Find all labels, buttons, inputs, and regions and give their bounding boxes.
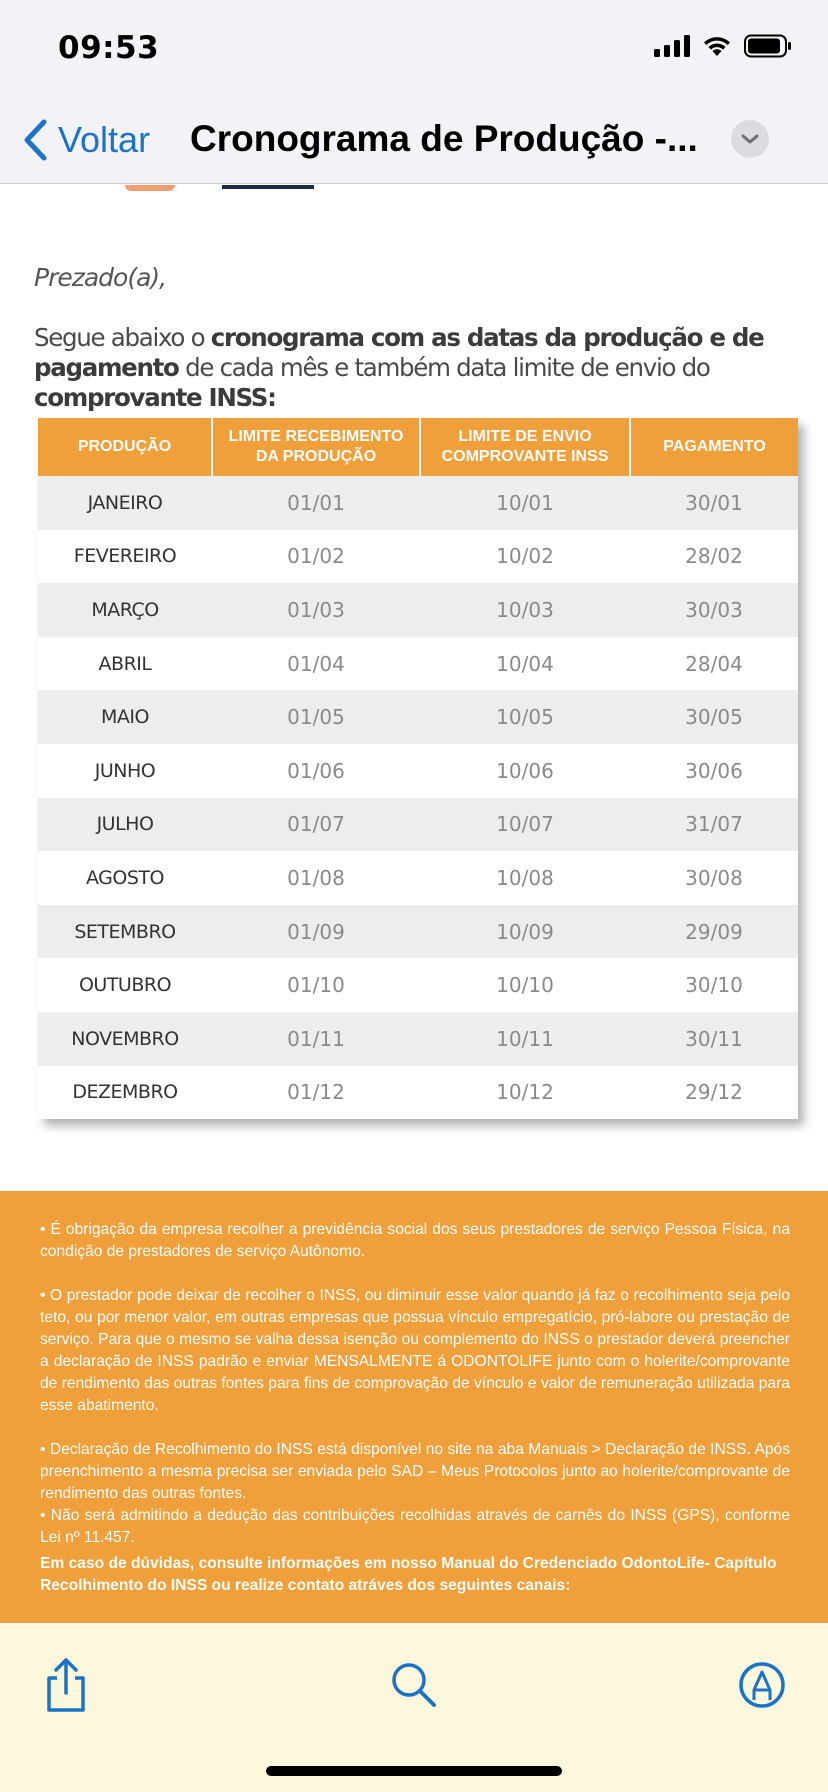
cell-limite-envio: 10/06: [420, 744, 630, 798]
search-icon: [389, 1660, 439, 1710]
cell-limite-envio: 10/09: [420, 905, 630, 959]
wifi-icon: [702, 35, 732, 57]
inss-notice: [0, 1191, 828, 1623]
header-limite-recebimento: LIMITE RECEBIMENTO DA PRODUÇÃO: [212, 418, 420, 476]
cell-limite-envio: 10/07: [420, 798, 630, 852]
table-body: [38, 476, 798, 1119]
notice-contact: Em caso de dúvidas, consulte informações em nosso Manual do Credenciado OdontoLife- Capítulo Recolhimento do INSS ou realize contato atráves dos seguintes canais:: [40, 1555, 777, 1594]
cell-pagamento: 30/10: [630, 958, 798, 1012]
markup-button[interactable]: [730, 1653, 794, 1717]
intro-text-part: Segue abaixo o: [34, 323, 211, 352]
intro-text: [34, 323, 814, 413]
cell-pagamento: 28/02: [630, 530, 798, 584]
table-row: [38, 1066, 798, 1120]
cellular-signal-icon: [654, 35, 690, 57]
cell-limite-recebimento: 01/02: [212, 530, 420, 584]
battery-icon: [744, 34, 792, 58]
cell-month: OUTUBRO: [38, 958, 212, 1012]
table-row: [38, 905, 798, 959]
intro-bold-part: comprovante INSS:: [34, 383, 276, 412]
cell-limite-envio: 10/05: [420, 690, 630, 744]
intro-bold-part: cronograma com as datas da produção e de pagamento: [34, 323, 764, 382]
cell-pagamento: 30/05: [630, 690, 798, 744]
table-row: [38, 851, 798, 905]
table-row: [38, 958, 798, 1012]
cell-limite-recebimento: 01/03: [212, 583, 420, 637]
cell-pagamento: 30/11: [630, 1012, 798, 1066]
cell-pagamento: 29/09: [630, 905, 798, 959]
notice-paragraph: • Declaração de Recolhimento do INSS está disponível no site na aba Manuais > Declaração de INSS. Após preenchimento a mesma precisa ser enviada pelo SAD – Meus Protocolos junto ao holerite/comprovante de rendimento das outras fontes.: [40, 1441, 790, 1502]
status-icons: [654, 34, 792, 58]
cell-month: JULHO: [38, 798, 212, 852]
cell-limite-recebimento: 01/05: [212, 690, 420, 744]
cell-pagamento: 29/12: [630, 1066, 798, 1120]
cell-pagamento: 30/01: [630, 476, 798, 530]
back-label: Voltar: [58, 119, 151, 160]
nav-bar: [0, 100, 828, 184]
notice-paragraph: • Não será admitindo a dedução das contribuições recolhidas através de carnês do INSS (GPS), conforme Lei nº 11.457.: [40, 1507, 790, 1546]
page-title: Cronograma de Produção -...: [190, 118, 698, 159]
cell-limite-recebimento: 01/07: [212, 798, 420, 852]
table-header-row: [38, 418, 798, 476]
cell-limite-envio: 10/02: [420, 530, 630, 584]
cell-limite-recebimento: 01/06: [212, 744, 420, 798]
cell-month: MARÇO: [38, 583, 212, 637]
header-limite-envio: LIMITE DE ENVIO COMPROVANTE INSS: [420, 418, 630, 476]
cell-month: NOVEMBRO: [38, 1012, 212, 1066]
schedule-table: [38, 418, 798, 1119]
cell-limite-recebimento: 01/11: [212, 1012, 420, 1066]
message-content: [0, 185, 828, 1623]
cell-month: FEVEREIRO: [38, 530, 212, 584]
notice-paragraph: • O prestador pode deixar de recolher o INSS, ou diminuir esse valor quando já faz o recolhimento seja pelo teto, ou por menor valor, em outras empresas que possua vínculo empregatício, pró-labore ou prestação de serviço. Para que o mesmo se valha dessa isenção ou complemento do INSS o prestador deverá preencher a declaração de INSS padrão e enviar MENSALMENTE á ODONTOLIFE junto com o holerite/comprovante de rendimento das outras fontes para fins de comprovação de vínculo e valor de remuneração utilizada para esse abatimento.: [40, 1287, 790, 1414]
cell-limite-envio: 10/03: [420, 583, 630, 637]
notice-paragraph: • É obrigação da empresa recolher a previdência social dos seus prestadores de serviço Pessoa Física, na condição de prestadores de serviço Autônomo.: [40, 1221, 790, 1260]
cell-pagamento: 28/04: [630, 637, 798, 691]
header-producao: PRODUÇÃO: [38, 418, 212, 476]
cell-month: SETEMBRO: [38, 905, 212, 959]
table-row: [38, 1012, 798, 1066]
table-row: [38, 744, 798, 798]
status-time: 09:53: [58, 30, 160, 66]
cell-pagamento: 30/06: [630, 744, 798, 798]
greeting: Prezado(a),: [34, 263, 167, 292]
cell-month: AGOSTO: [38, 851, 212, 905]
cell-pagamento: 30/03: [630, 583, 798, 637]
cell-limite-recebimento: 01/09: [212, 905, 420, 959]
cell-limite-recebimento: 01/01: [212, 476, 420, 530]
chevron-down-icon: [740, 133, 760, 145]
logo-image: [125, 185, 175, 191]
cell-month: JUNHO: [38, 744, 212, 798]
logo-image-2: [222, 185, 314, 189]
cell-limite-recebimento: 01/12: [212, 1066, 420, 1120]
cell-limite-envio: 10/11: [420, 1012, 630, 1066]
back-button[interactable]: [22, 114, 150, 166]
cell-pagamento: 31/07: [630, 798, 798, 852]
cell-limite-recebimento: 01/10: [212, 958, 420, 1012]
header-pagamento: PAGAMENTO: [630, 418, 798, 476]
home-indicator: [266, 1766, 562, 1776]
status-bar: [0, 0, 828, 100]
cell-pagamento: 30/08: [630, 851, 798, 905]
cell-month: MAIO: [38, 690, 212, 744]
cell-limite-recebimento: 01/04: [212, 637, 420, 691]
table-row: [38, 798, 798, 852]
cell-limite-envio: 10/10: [420, 958, 630, 1012]
markup-icon: [737, 1660, 787, 1710]
chevron-left-icon: [22, 118, 48, 162]
search-button[interactable]: [382, 1653, 446, 1717]
cell-limite-envio: 10/01: [420, 476, 630, 530]
table-row: [38, 530, 798, 584]
table-row: [38, 637, 798, 691]
cell-limite-envio: 10/04: [420, 637, 630, 691]
intro-text-part: de cada mês e também data limite de envio do: [178, 353, 710, 382]
share-button[interactable]: [34, 1653, 98, 1717]
table-row: [38, 476, 798, 530]
title-menu-button[interactable]: [731, 120, 769, 158]
table-row: [38, 583, 798, 637]
cell-limite-envio: 10/12: [420, 1066, 630, 1120]
table-row: [38, 690, 798, 744]
share-icon: [41, 1656, 91, 1714]
cell-limite-envio: 10/08: [420, 851, 630, 905]
cell-month: DEZEMBRO: [38, 1066, 212, 1120]
cell-month: ABRIL: [38, 637, 212, 691]
bottom-toolbar: [0, 1623, 828, 1792]
cell-limite-recebimento: 01/08: [212, 851, 420, 905]
cell-month: JANEIRO: [38, 476, 212, 530]
